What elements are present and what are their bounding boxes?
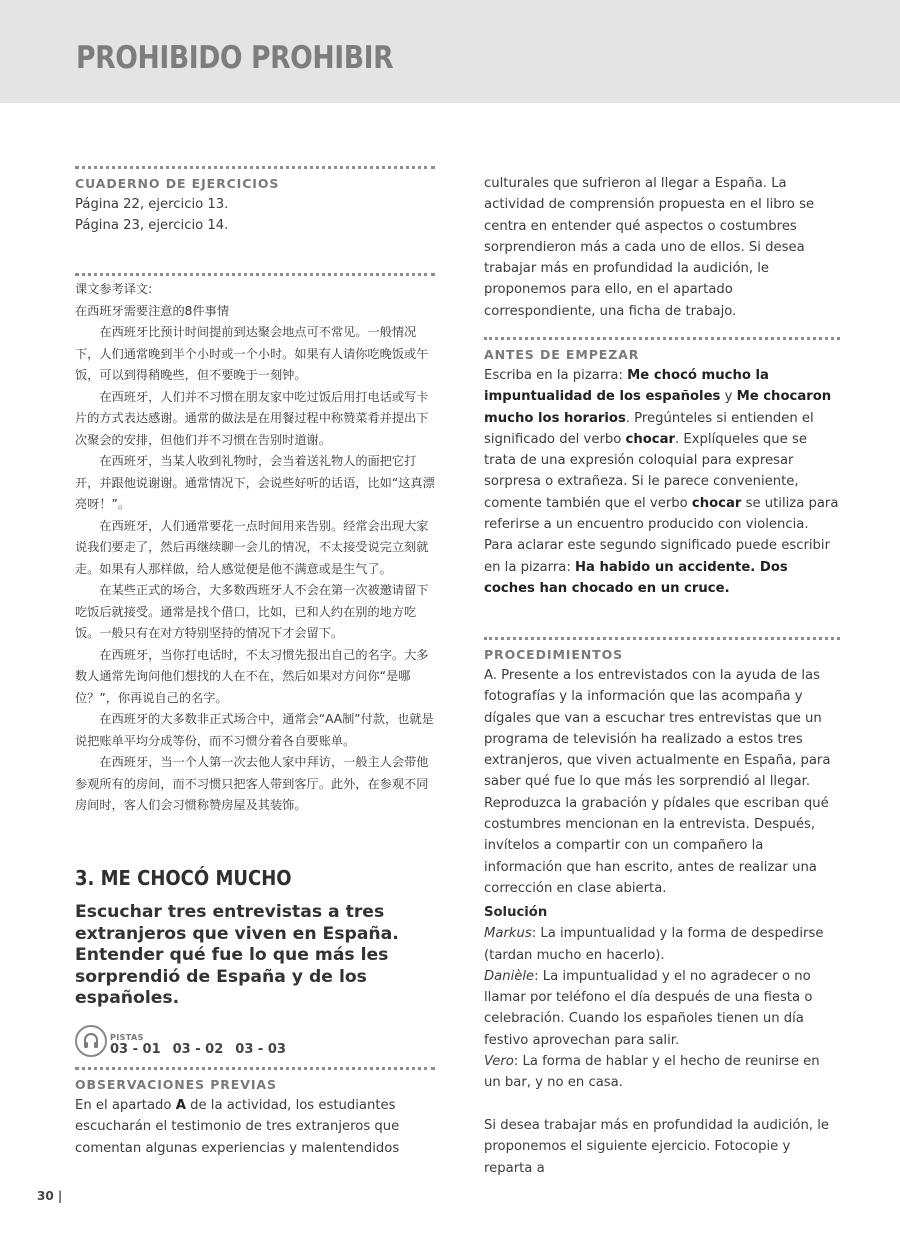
cuaderno-line: Página 23, ejercicio 14. — [75, 218, 229, 234]
translation-paragraph: 在西班牙的大多数非正式场合中，通常会“AA制”付款，也就是说把账单平均分成等份，而不习惯分着各自要账单。 — [75, 712, 434, 748]
page-title: PROHIBIDO PROHIBIR — [76, 40, 394, 76]
translation-paragraph: 在西班牙，人们并不习惯在朋友家中吃过饭后用打电话或写卡片的方式表达感谢。通常的做法是在用餐过程中称赞菜肴并提出下次聚会的安排，但他们并不习惯在告别时道谢。 — [75, 389, 429, 447]
page-number: 30 | — [37, 1189, 63, 1203]
dotted-divider — [75, 273, 435, 276]
section-title: 3. ME CHOCÓ MUCHO — [75, 866, 292, 890]
dotted-divider — [484, 637, 840, 640]
observaciones-text: En el apartado A de la actividad, los estudiantes escucharán el testimonio de tres extranjeros que comentan algunas experiencias y malentendidos — [75, 1098, 400, 1156]
translation-paragraph: 在西班牙，人们通常要花一点时间用来告别。经常会出现大家说我们要走了，然后再继续聊一会儿的情况，不太接受说完立刻就走。如果有人那样做，给人感觉便是他不满意或是生气了。 — [75, 518, 429, 576]
translation-section — [75, 273, 435, 817]
pistas-label: PISTAS — [110, 1033, 144, 1042]
solucion-title: Solución — [484, 905, 548, 920]
observaciones-label: OBSERVACIONES PREVIAS — [75, 1077, 277, 1092]
translation-paragraph: 在某些正式的场合，大多数西班牙人不会在第一次被邀请留下吃饭后就接受。通常是找个借口，比如，已和人约在别的地方吃饭。一般只有在对方特别坚持的情况下才会留下。 — [75, 583, 429, 640]
section-subtitle: Escuchar tres entrevistas a tres extranjeros que viven en España. Entender qué fue lo que más les sorprendió de España y de los españoles. — [75, 902, 399, 1008]
procedimientos-label: PROCEDIMIENTOS — [484, 647, 623, 662]
track-number: 03 - 02 — [172, 1042, 224, 1057]
cuaderno-section — [75, 166, 435, 237]
solucion-section — [484, 902, 840, 1094]
translation-paragraph: 在西班牙，当某人收到礼物时，会当着送礼物人的面把它打开，并跟他说谢谢。通常情况下，会说些好听的话语，比如“这真漂亮呀！”。 — [75, 454, 435, 511]
antes-label: ANTES DE EMPEZAR — [484, 347, 640, 362]
dotted-divider — [75, 1067, 435, 1070]
procedimientos-section — [484, 637, 840, 899]
cuaderno-line: Página 22, ejercicio 13. — [75, 197, 229, 212]
solucion-item: Markus: La impuntualidad y la forma de despedirse (tardan mucho en hacerlo). — [484, 926, 824, 963]
procedimientos-text: A. Presente a los entrevistados con la ayuda de las fotografías y la información que las acompaña y dígales que van a escuchar tres entrevistas que un programa de televisión ha realizado a estos tres extranjeros, que viven actualmente en España, para saber qué fue lo que más les sorprendió al llegar. Reproduzca la grabación y pídales que escriban qué costumbres mencionan en la entrevista. Después, invítelos a compartir con un compañero la información que han escrito, antes de realizar una corrección en clase abierta. — [484, 668, 831, 896]
track-number: 03 - 03 — [235, 1042, 286, 1057]
solucion-item: Danièle: La impuntualidad y el no agradecer o no llamar por teléfono el día después de una fiesta o celebración. Cuando los españoles tienen un día festivo aprovechan para salir. — [484, 968, 813, 1048]
pistas-block — [75, 1025, 435, 1057]
continuation-paragraph: culturales que sufrieron al llegar a España. La actividad de comprensión propuesta en el libro se centra en entender qué aspectos o costumbres sorprendieron más a cada uno de ellos. Si desea trabajar más en profundidad la audición, le proponemos para ello, en el apartado correspondiente, una ficha de trabajo. — [484, 176, 815, 319]
track-number: 03 - 01 — [110, 1042, 161, 1057]
translation-paragraph: 在西班牙，当一个人第一次去他人家中拜访，一般主人会带他参观所有的房间，而不习惯只把客人带到客厅。此外，在参观不同房间时，客人们会习惯称赞房屋及其装饰。 — [75, 755, 429, 812]
translation-paragraph: 在西班牙，当你打电话时，不太习惯先报出自己的名字。大多数人通常先询问他们想找的人在不在，然后如果对方问你“是哪位？”，你再说自己的名字。 — [75, 647, 429, 705]
dotted-divider — [75, 166, 435, 169]
closing-paragraph: Si desea trabajar más en profundidad la audición, le proponemos el siguiente ejercicio. Fotocopie y reparta a — [484, 1118, 829, 1176]
antes-text: Escriba en la pizarra: Me chocó mucho la impuntualidad de los españoles y Me chocaron mucho los horarios. Pregúnteles si entienden el significado del verbo chocar. Explíqueles que se trata de una expresión coloquial para expresar sorpresa o extrañeza. Si le parece conveniente, comente también que el verbo chocar se utiliza para referirse a un encuentro producido con violencia. Para aclarar este segundo significado puede escribir en la pizarra: Ha habido un accidente. Dos coches han chocado en un cruce. — [484, 368, 839, 596]
solucion-item: Vero: La forma de hablar y el hecho de reunirse en un bar, y no en casa. — [484, 1054, 820, 1091]
observaciones-section — [75, 1067, 435, 1159]
cuaderno-label: CUADERNO DE EJERCICIOS — [75, 176, 280, 191]
translation-label: 课文参考译文: — [75, 282, 153, 296]
section-3 — [75, 866, 435, 1010]
antes-section — [484, 337, 840, 599]
dotted-divider — [484, 337, 840, 340]
headphones-icon — [75, 1025, 107, 1057]
translation-title: 在西班牙需要注意的8件事情 — [75, 303, 230, 318]
translation-paragraph: 在西班牙比预计时间提前到达聚会地点可不常见。一般情况下，人们通常晚到半个小时或一个小时。如果有人请你吃晚饭或午饭，可以到得稍晚些，但不要晚于一刻钟。 — [75, 325, 429, 382]
